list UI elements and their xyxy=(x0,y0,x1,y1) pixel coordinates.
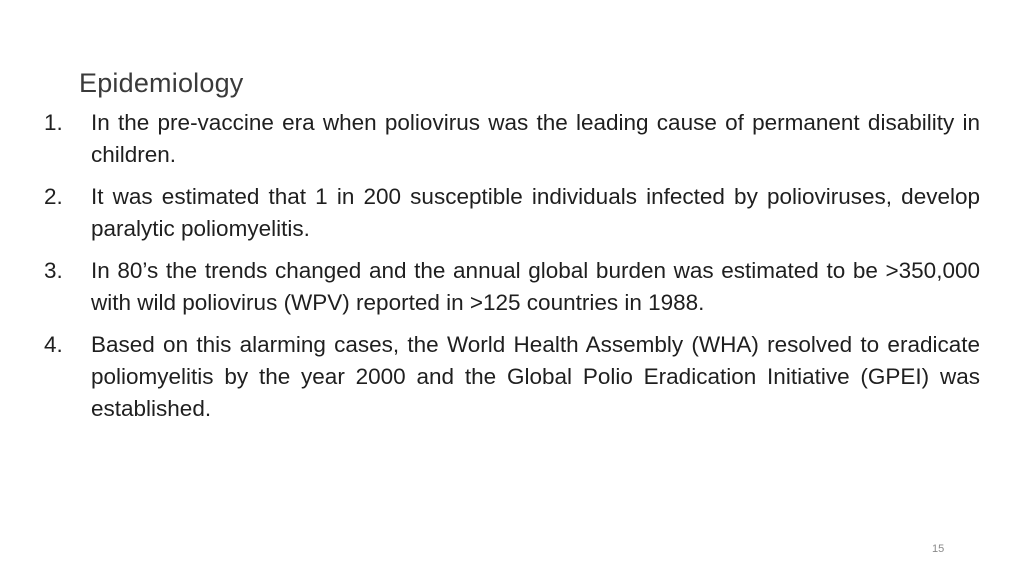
list-item xyxy=(44,255,980,319)
list-item-number: 4. xyxy=(44,332,63,357)
list-item xyxy=(44,181,980,245)
numbered-list xyxy=(44,107,980,435)
list-item-number: 2. xyxy=(44,184,63,209)
list-item-number: 3. xyxy=(44,258,63,283)
list-item-number: 1. xyxy=(44,110,63,135)
list-item-text: It was estimated that 1 in 200 susceptible individuals infected by polioviruses, develop paralytic poliomyelitis. xyxy=(91,184,980,241)
list-item-text: In 80’s the trends changed and the annual global burden was estimated to be >350,000 with wild poliovirus (WPV) reported in >125 countries in 1988. xyxy=(91,258,980,315)
list-item-text: In the pre-vaccine era when poliovirus was the leading cause of permanent disability in children. xyxy=(91,110,980,167)
list-item xyxy=(44,329,980,425)
slide-title: Epidemiology xyxy=(79,68,244,98)
list-item-text: Based on this alarming cases, the World Health Assembly (WHA) resolved to eradicate poliomyelitis by the year 2000 and the Global Polio Eradication Initiative (GPEI) was established. xyxy=(91,332,980,421)
page-number: 15 xyxy=(932,543,945,555)
list-item xyxy=(44,107,980,171)
